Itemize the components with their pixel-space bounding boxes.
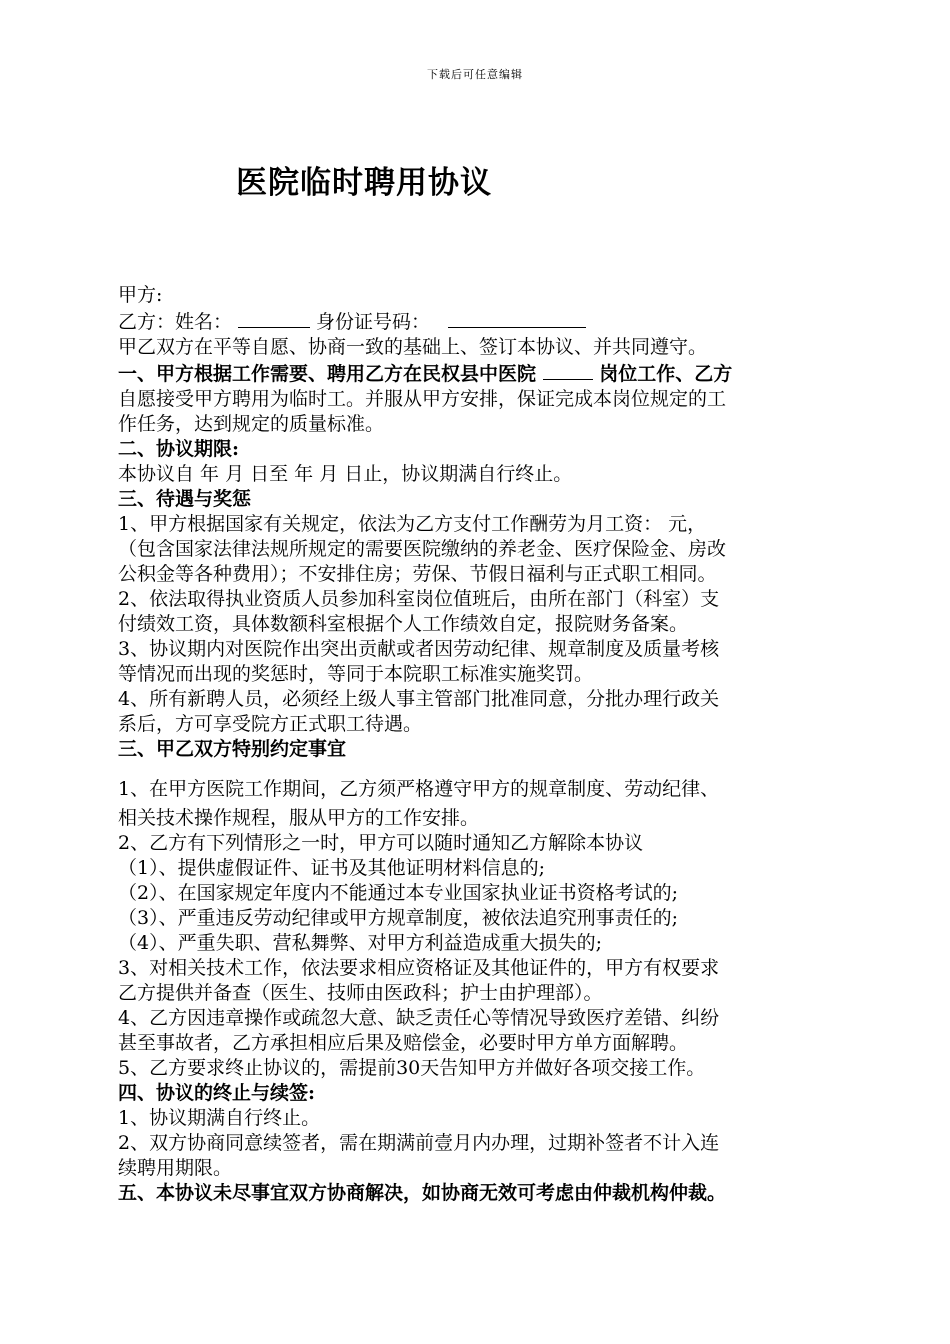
post-blank <box>543 360 593 380</box>
renewal-2-line-2: 续聘用期限。 <box>118 1157 233 1179</box>
document-title: 医院临时聘用协议 <box>236 165 492 201</box>
preamble: 甲乙双方在平等自愿、协商一致的基础上、签订本协议、并共同遵守。 <box>118 336 708 358</box>
pay-3-line-1: 3、协议期内对医院作出突出贡献或者因劳动纪律、规章制度及质量考核 <box>118 638 720 660</box>
pay-2-line-1: 2、依法取得执业资质人员参加科室岗位值班后，由所在部门（科室）支 <box>118 588 720 610</box>
special-2-line: 2、乙方有下列情形之一时，甲方可以随时通知乙方解除本协议 <box>118 832 644 854</box>
special-2-item-3: （3）、严重违反劳动纪律或甲方规章制度，被依法追究刑事责任的; <box>118 907 678 929</box>
pay-4-line-1: 4、所有新聘人员，必须经上级人事主管部门批准同意，分批办理行政关 <box>118 688 720 710</box>
section-special-heading: 三、甲乙双方特别约定事宜 <box>118 738 347 760</box>
pay-4-line-2: 系后，方可享受院方正式职工待遇。 <box>118 713 423 735</box>
term-text: 本协议自 年 月 日至 年 月 日止，协议期满自行终止。 <box>118 463 573 485</box>
special-1-line-1: 1、在甲方医院工作期间，乙方须严格遵守甲方的规章制度、劳动纪律、 <box>118 778 720 800</box>
pay-2-line-2: 付绩效工资，具体数额科室根据个人工作绩效自定，报院财务备案。 <box>118 613 689 635</box>
special-5-line: 5、乙方要求终止协议的，需提前30天告知甲方并做好各项交接工作。 <box>118 1057 706 1079</box>
pay-1-line-3: 公积金等各种费用）；不安排住房；劳保、节假日福利与正式职工相同。 <box>118 563 717 585</box>
document-body <box>118 283 838 1206</box>
clause-1-line-2: 自愿接受甲方聘用为临时工。并服从甲方安排，保证完成本岗位规定的工 <box>118 388 727 410</box>
pay-3-line-2: 等情况而出现的奖惩时，等同于本院职工标准实施奖罚。 <box>118 663 594 685</box>
section-pay-heading: 三、待遇与奖惩 <box>118 488 252 510</box>
renewal-1-line: 1、协议期满自行终止。 <box>118 1107 321 1129</box>
section-renewal-heading: 四、协议的终止与续签: <box>118 1082 316 1104</box>
pay-1-line-2: （包含国家法律法规所规定的需要医院缴纳的养老金、医疗保险金、房改 <box>118 538 727 560</box>
party-b-name-label: 乙方：姓名： <box>118 311 233 333</box>
special-2-item-2: （2）、在国家规定年度内不能通过本专业国家执业证书资格考试的; <box>118 882 678 904</box>
clause-1-text-b: 岗位工作、乙方 <box>599 363 733 385</box>
special-4-line-2: 甚至事故者，乙方承担相应后果及赔偿金，必要时甲方单方面解聘。 <box>118 1032 689 1054</box>
page-header: 下载后可任意编辑 <box>427 68 523 81</box>
clause-1-line-1 <box>118 360 838 387</box>
section-term-heading: 二、协议期限: <box>118 438 240 460</box>
special-4-line-1: 4、乙方因违章操作或疏忽大意、缺乏责任心等情况导致医疗差错、纠纷 <box>118 1007 720 1029</box>
section-final-clause: 五、本协议未尽事宜双方协商解决，如协商无效可考虑由仲裁机构仲裁。 <box>118 1182 727 1204</box>
party-b-line <box>118 308 838 335</box>
party-a-line: 甲方: <box>118 284 163 306</box>
special-2-item-4: （4）、严重失职、营私舞弊、对甲方利益造成重大损失的; <box>118 932 602 954</box>
id-number-blank <box>448 308 586 328</box>
clause-1-text-a: 一、甲方根据工作需要、聘用乙方在民权县中医院 <box>118 363 537 385</box>
special-3-line-2: 乙方提供并备查（医生、技师由医政科；护士由护理部）。 <box>118 982 603 1004</box>
pay-1-line-1: 1、甲方根据国家有关规定，依法为乙方支付工作酬劳为月工资： 元， <box>118 513 707 535</box>
special-1-line-2: 相关技术操作规程，服从甲方的工作安排。 <box>118 807 480 829</box>
id-number-label: 身份证号码： <box>316 311 431 333</box>
special-2-item-1: （1）、提供虚假证件、证书及其他证明材料信息的; <box>118 857 545 879</box>
renewal-2-line-1: 2、双方协商同意续签者，需在期满前壹月内办理，过期补签者不计入连 <box>118 1132 720 1154</box>
clause-1-line-3: 作任务，达到规定的质量标准。 <box>118 413 385 435</box>
name-blank <box>238 308 310 328</box>
special-3-line-1: 3、对相关技术工作，依法要求相应资格证及其他证件的，甲方有权要求 <box>118 957 720 979</box>
